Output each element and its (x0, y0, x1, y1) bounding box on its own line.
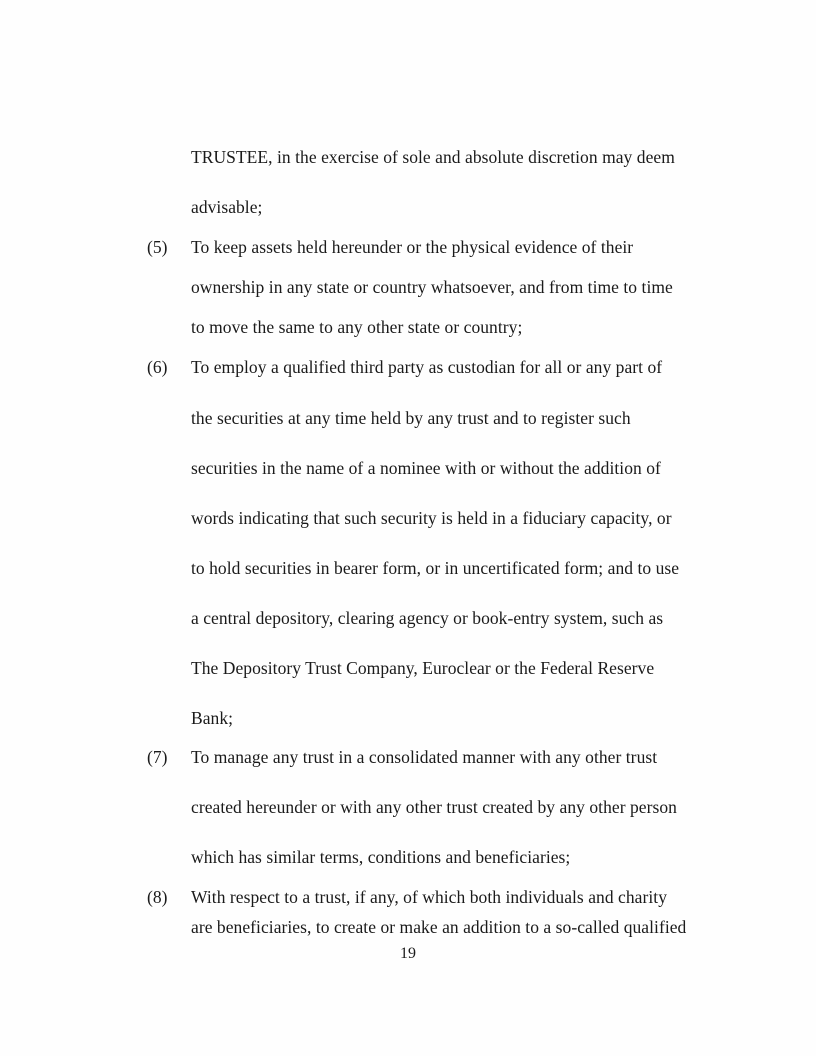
item-7-number: (7) (147, 747, 168, 767)
item-7-line-1: To manage any trust in a consolidated manner with any other trust (191, 747, 658, 767)
item-6-line-2: the securities at any time held by any trust and to register such (191, 408, 631, 428)
item-5-line-3: to move the same to any other state or country; (191, 317, 523, 337)
item-6-line-6: a central depository, clearing agency or book-entry system, such as (191, 608, 664, 628)
item-6-line-4: words indicating that such security is held in a fiduciary capacity, or (191, 508, 672, 528)
item-5-number: (5) (147, 237, 168, 257)
intro-line-2: advisable; (191, 197, 263, 217)
item-5-line-2: ownership in any state or country whatsoever, and from time to time (191, 277, 673, 297)
page-number: 19 (400, 945, 416, 962)
item-8-number: (8) (147, 887, 168, 907)
item-6-number: (6) (147, 357, 168, 377)
intro-line-1: TRUSTEE, in the exercise of sole and absolute discretion may deem (191, 147, 675, 167)
item-6-line-5: to hold securities in bearer form, or in uncertificated form; and to use (191, 558, 680, 578)
item-8-line-2: are beneficiaries, to create or make an addition to a so-called qualified (191, 917, 687, 937)
item-7-line-2: created hereunder or with any other trust created by any other person (191, 797, 677, 817)
item-6-line-7: The Depository Trust Company, Euroclear or the Federal Reserve (191, 658, 655, 678)
item-6-line-1: To employ a qualified third party as custodian for all or any part of (191, 357, 663, 377)
item-6-line-8: Bank; (191, 708, 234, 728)
item-6-line-3: securities in the name of a nominee with or without the addition of (191, 458, 661, 478)
item-5-line-1: To keep assets held hereunder or the physical evidence of their (191, 237, 634, 257)
item-8-line-1: With respect to a trust, if any, of which both individuals and charity (191, 887, 667, 907)
item-7-line-3: which has similar terms, conditions and beneficiaries; (191, 847, 571, 867)
